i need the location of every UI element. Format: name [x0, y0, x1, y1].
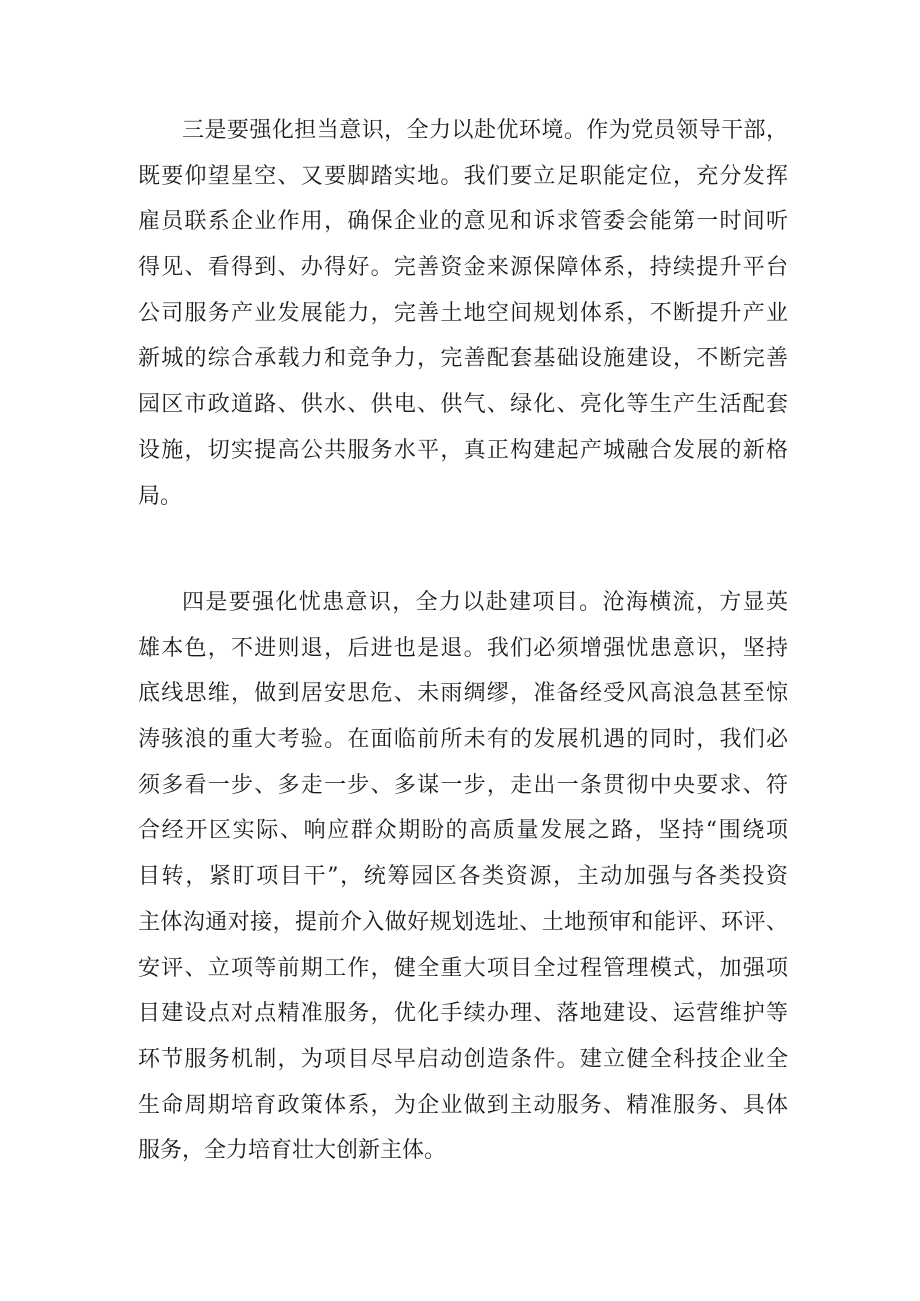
- paragraph-line: 公司服务产业发展能力，完善土地空间规划体系，不断提升产业: [138, 300, 788, 326]
- paragraph-line: 园区市政道路、供水、供电、供气、绿化、亮化等生产生活配套: [138, 392, 788, 418]
- paragraph-line: 底线思维，做到居安思危、未雨绸缪，准备经受风高浪急甚至惊: [138, 681, 788, 707]
- paragraph-line: 目转，紧盯项目干”，统筹园区各类资源，主动加强与各类投资: [138, 864, 788, 890]
- paragraph-line: 四是要强化忧患意识，全力以赴建项目。沧海横流，方显英: [182, 590, 788, 615]
- paragraph-line: 生命周期培育政策体系，为企业做到主动服务、精准服务、具体: [138, 1092, 788, 1118]
- paragraph-line: 环节服务机制，为项目尽早启动创造条件。建立健全科技企业全: [138, 1046, 788, 1072]
- paragraph-line: 主体沟通对接，提前介入做好规划选址、土地预审和能评、环评、: [138, 909, 788, 935]
- paragraph-line: 服务，全力培育壮大创新主体。: [138, 1138, 447, 1164]
- paragraph-line: 新城的综合承载力和竞争力，完善配套基础设施建设，不断完善: [138, 346, 788, 372]
- paragraph-line: 三是要强化担当意识，全力以赴优环境。作为党员领导干部，: [182, 118, 788, 143]
- paragraph-line: 既要仰望星空、又要脚踏实地。我们要立足职能定位，充分发挥: [138, 163, 788, 189]
- paragraph-line: 设施，切实提高公共服务水平，真正构建起产城融合发展的新格: [138, 437, 788, 463]
- paragraph-strengthen-responsibility: [138, 108, 788, 519]
- paragraph-line: 安评、立项等前期工作，健全重大项目全过程管理模式，加强项: [138, 955, 788, 981]
- paragraph-line: 涛骇浪的重大考验。在面临前所未有的发展机遇的同时，我们必: [138, 727, 788, 753]
- paragraph-line: 雇员联系企业作用，确保企业的意见和诉求管委会能第一时间听: [138, 209, 788, 235]
- paragraph-line: 雄本色，不进则退，后进也是退。我们必须增强忧患意识，坚持: [138, 635, 788, 661]
- paragraph-line: 须多看一步、多走一步、多谋一步，走出一条贯彻中央要求、符: [138, 772, 788, 798]
- paragraph-line: 得见、看得到、办得好。完善资金来源保障体系，持续提升平台: [138, 255, 788, 281]
- paragraph-line: 目建设点对点精准服务，优化手续办理、落地建设、运营维护等: [138, 1001, 788, 1027]
- paragraph-line: 合经开区实际、响应群众期盼的高质量发展之路，坚持“围绕项: [138, 818, 788, 844]
- paragraph-strengthen-crisis-awareness: [138, 580, 788, 1174]
- paragraph-line: 局。: [138, 483, 183, 509]
